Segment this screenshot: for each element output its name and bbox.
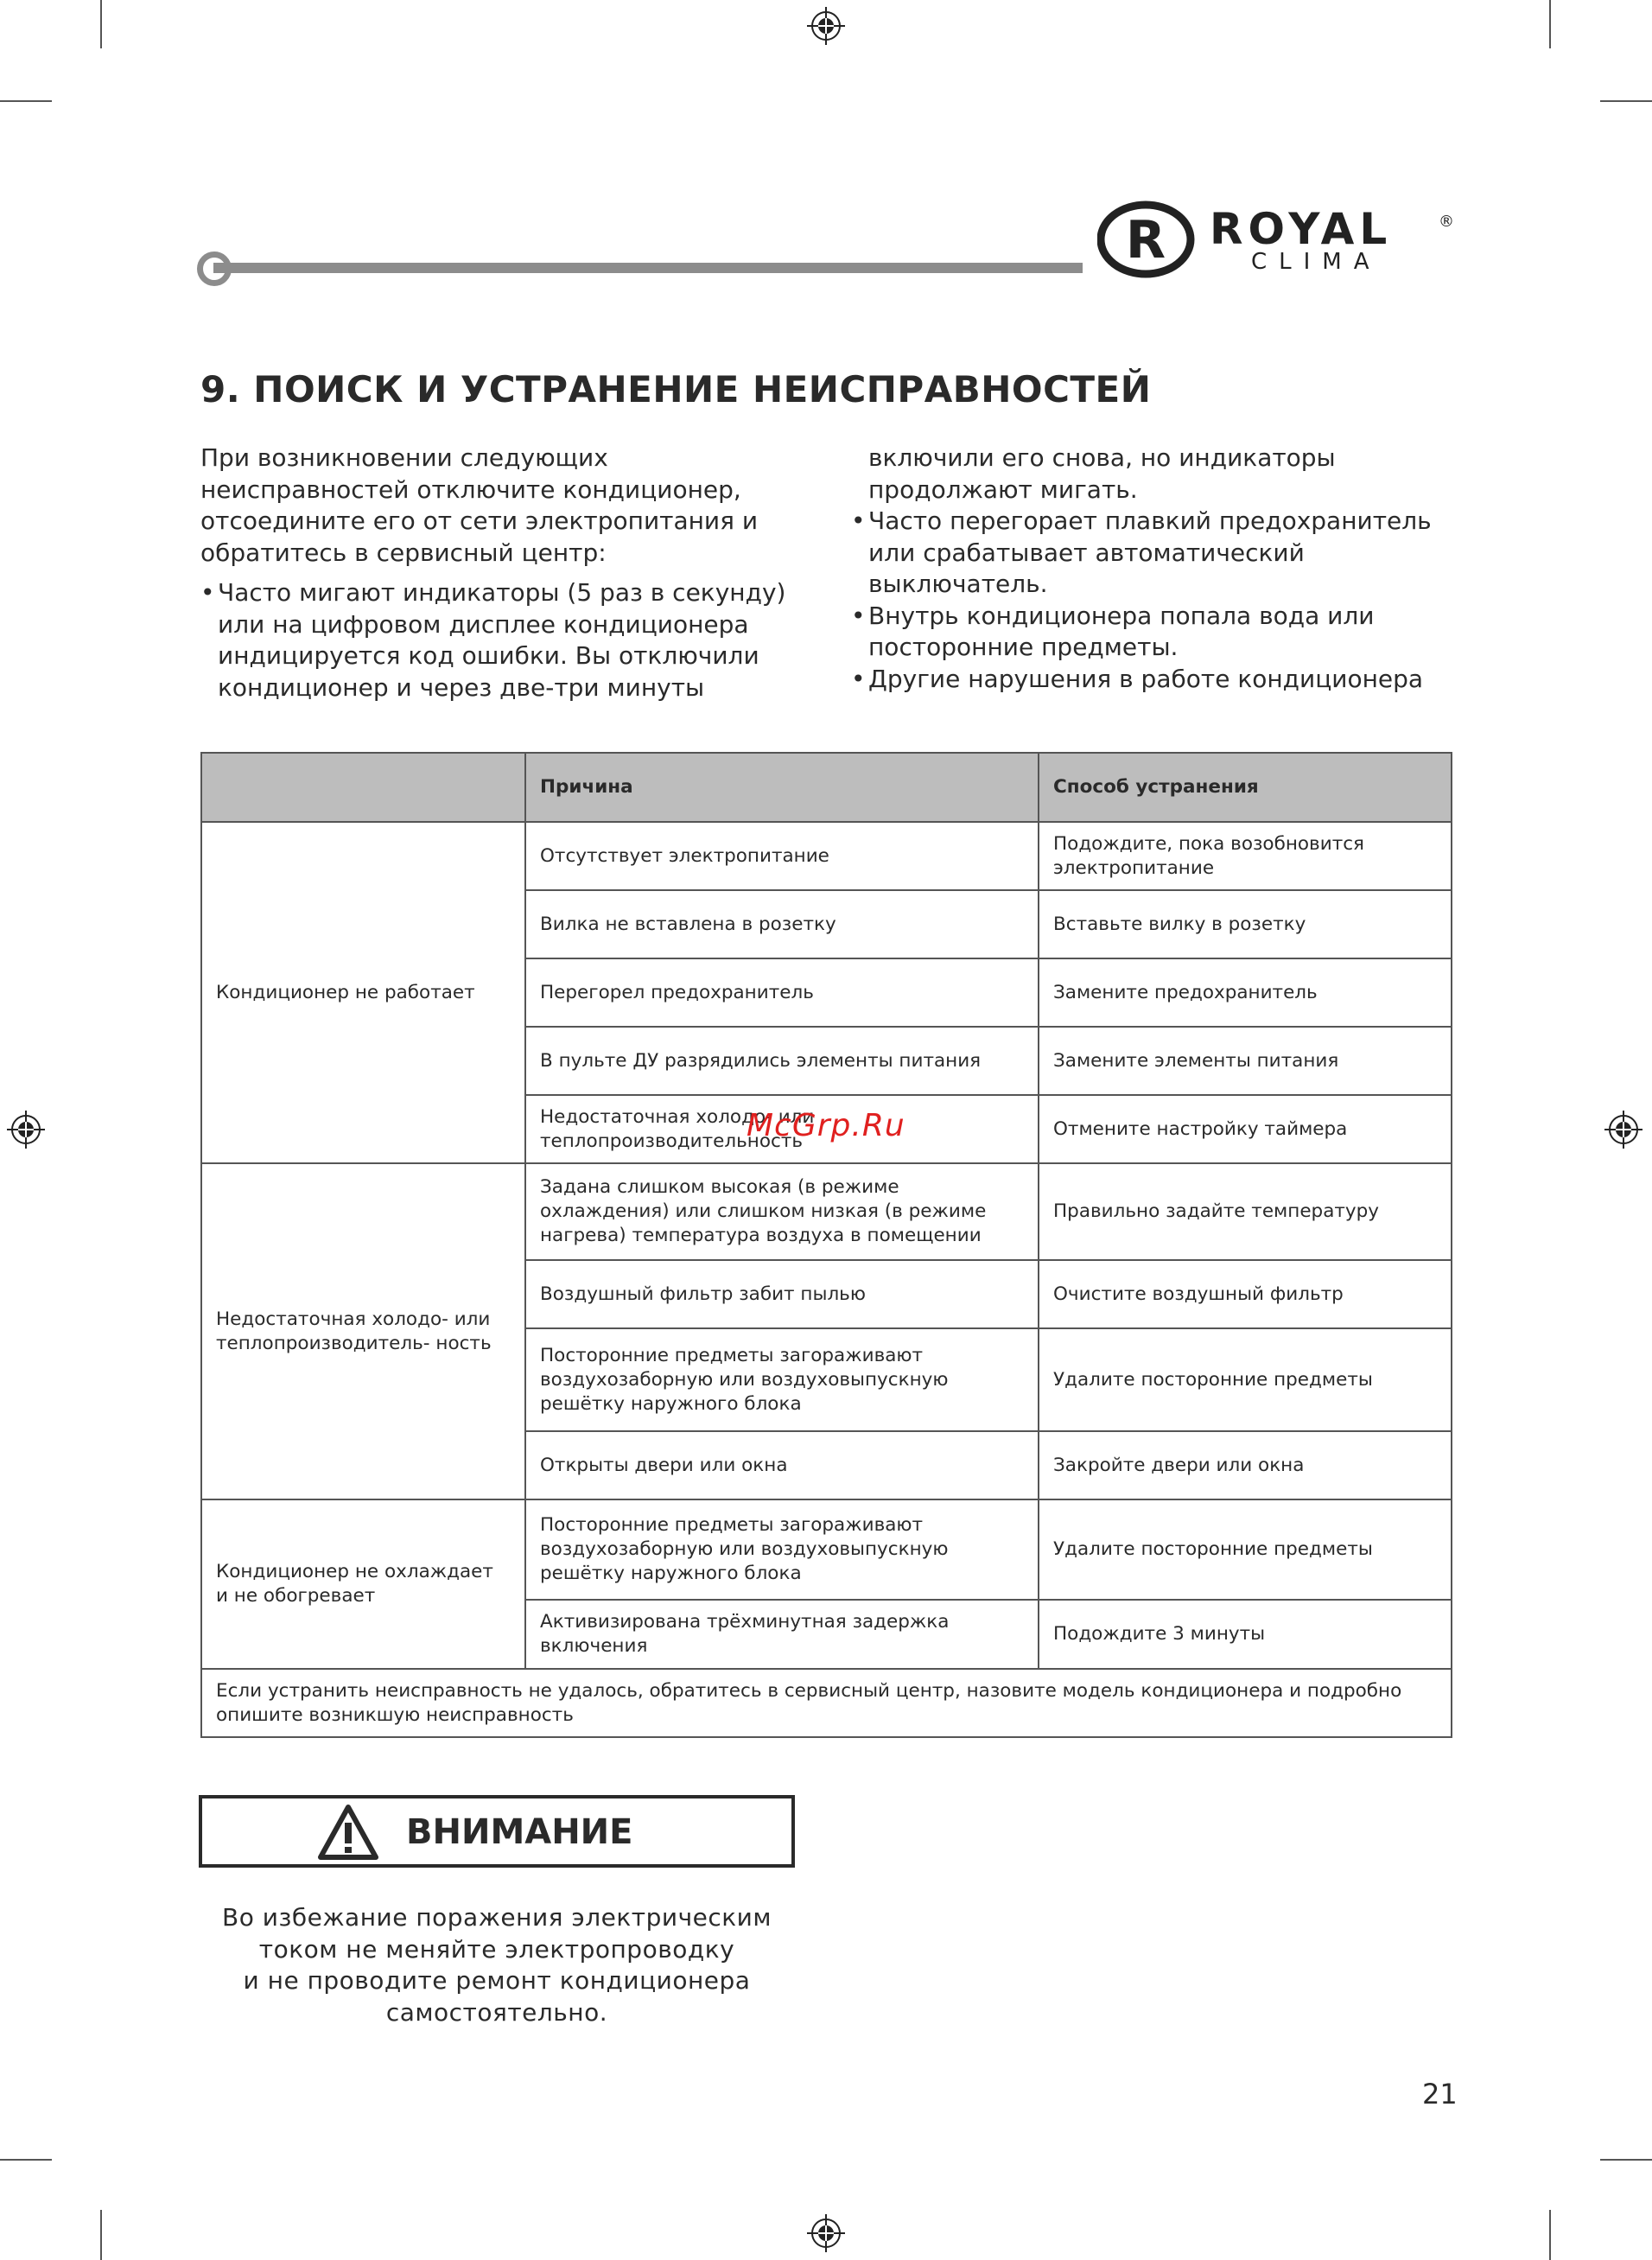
text-line: обратитесь в сервисный центр: bbox=[200, 538, 607, 567]
header-problem bbox=[201, 753, 525, 822]
problem-cell: Кондиционер не работает bbox=[201, 822, 525, 1163]
text-line: выключатель. bbox=[868, 570, 1048, 598]
bullet-icon: • bbox=[851, 506, 866, 535]
brand-registered-mark: ® bbox=[1439, 213, 1454, 231]
crop-mark bbox=[1549, 2210, 1551, 2260]
text-line: Другие нарушения в работе кондиционера bbox=[868, 664, 1424, 693]
cause-cell: Открыты двери или окна bbox=[525, 1431, 1039, 1499]
intro-left-column bbox=[200, 442, 805, 703]
table-row bbox=[201, 1163, 1452, 1260]
header-fix: Способ устранения bbox=[1039, 753, 1452, 822]
cause-cell: Недостаточная холодо- или теплопроизводительность bbox=[525, 1095, 1039, 1163]
text-line: Во избежание поражения электрическим bbox=[222, 1903, 772, 1932]
crop-mark bbox=[100, 2210, 102, 2260]
text-line: Внутрь кондиционера попала вода или bbox=[868, 601, 1375, 630]
fix-cell: Отмените настройку таймера bbox=[1039, 1095, 1452, 1163]
table-footer-note: Если устранить неисправность не удалось, обратитесь в сервисный центр, назовите модель кондиционера и подробно опишите возникшую неисправность bbox=[201, 1669, 1452, 1737]
text-line: Часто перегорает плавкий предохранитель bbox=[868, 506, 1432, 535]
cause-cell: Активизирована трёхминутная задержка включения bbox=[525, 1600, 1039, 1669]
text-line: посторонние предметы. bbox=[868, 633, 1179, 661]
intro-bullet bbox=[851, 601, 1456, 664]
cause-cell: Воздушный фильтр забит пылью bbox=[525, 1260, 1039, 1328]
table-row bbox=[201, 822, 1452, 890]
attention-box bbox=[199, 1795, 795, 1868]
fix-cell: Подождите 3 минуты bbox=[1039, 1600, 1452, 1669]
crop-mark bbox=[100, 0, 102, 48]
fix-cell: Правильно задайте температуру bbox=[1039, 1163, 1452, 1260]
registration-mark-icon bbox=[807, 2214, 845, 2252]
fix-cell: Замените предохранитель bbox=[1039, 958, 1452, 1027]
fix-cell: Закройте двери или окна bbox=[1039, 1431, 1452, 1499]
brand-name: ROYAL bbox=[1210, 204, 1393, 254]
crop-mark bbox=[1600, 100, 1652, 102]
intro-right-column bbox=[851, 442, 1456, 695]
troubleshooting-table bbox=[200, 752, 1452, 1738]
text-line: индицируется код ошибки. Вы отключили bbox=[218, 641, 759, 670]
text-line: неисправностей отключите кондиционер, bbox=[200, 474, 741, 504]
text-line: кондиционер и через две-три минуты bbox=[218, 672, 705, 702]
section-title: 9. ПОИСК И УСТРАНЕНИЕ НЕИСПРАВНОСТЕЙ bbox=[200, 368, 1152, 411]
fix-cell: Вставьте вилку в розетку bbox=[1039, 890, 1452, 958]
text-line: Часто мигают индикаторы (5 раз в секунду) bbox=[218, 578, 786, 607]
cause-cell: Задана слишком высокая (в режиме охлаждения) или слишком низкая (в режиме нагрева) температура воздуха в помещении bbox=[525, 1163, 1039, 1260]
text-line: самостоятельно. bbox=[385, 1997, 608, 2027]
cause-cell: Отсутствует электропитание bbox=[525, 822, 1039, 890]
brand-sub: CLIMA bbox=[1251, 249, 1382, 275]
text-line: отсоедините его от сети электропитания и bbox=[200, 506, 759, 535]
intro-bullet-continued bbox=[851, 442, 1456, 506]
bullet-icon: • bbox=[851, 664, 866, 693]
text-line: и не проводите ремонт кондиционера bbox=[243, 1966, 751, 1995]
text-line: током не меняйте электропроводку bbox=[258, 1934, 735, 1964]
table-footer-row bbox=[201, 1669, 1452, 1737]
cause-cell: В пульте ДУ разрядились элементы питания bbox=[525, 1027, 1039, 1095]
crop-mark bbox=[0, 2159, 52, 2161]
text-line: включили его снова, но индикаторы bbox=[868, 443, 1336, 472]
text-line: или на цифровом дисплее кондиционера bbox=[218, 609, 749, 639]
bullet-icon: • bbox=[851, 601, 866, 630]
intro-lead bbox=[200, 442, 805, 569]
text-line: продолжают мигать. bbox=[868, 474, 1138, 504]
text-line: или срабатывает автоматический bbox=[868, 538, 1305, 567]
fix-cell: Удалите посторонние предметы bbox=[1039, 1328, 1452, 1431]
registration-mark-icon bbox=[807, 7, 845, 45]
crop-mark bbox=[1549, 0, 1551, 48]
intro-bullet bbox=[851, 664, 1456, 696]
header-decor-bar bbox=[213, 263, 1083, 273]
problem-cell: Недостаточная холодо- или теплопроизводитель- ность bbox=[201, 1163, 525, 1499]
fix-cell: Очистите воздушный фильтр bbox=[1039, 1260, 1452, 1328]
cause-cell: Посторонние предметы загораживают воздухозаборную или воздуховыпускную решётку наружного блока bbox=[525, 1328, 1039, 1431]
cause-cell: Вилка не вставлена в розетку bbox=[525, 890, 1039, 958]
svg-text:R: R bbox=[1125, 210, 1166, 271]
header-cause: Причина bbox=[525, 753, 1039, 822]
intro-bullet bbox=[200, 577, 805, 703]
fix-cell: Замените элементы питания bbox=[1039, 1027, 1452, 1095]
registration-mark-icon bbox=[7, 1111, 45, 1149]
bullet-icon: • bbox=[200, 578, 215, 607]
registration-mark-icon bbox=[1604, 1111, 1642, 1149]
text-line: При возникновении следующих bbox=[200, 443, 608, 472]
table-header-row bbox=[201, 753, 1452, 822]
crop-mark bbox=[1600, 2159, 1652, 2161]
cause-cell: Перегорел предохранитель bbox=[525, 958, 1039, 1027]
cause-cell: Посторонние предметы загораживают воздухозаборную или воздуховыпускную решётку наружного блока bbox=[525, 1499, 1039, 1600]
table-row bbox=[201, 1499, 1452, 1600]
fix-cell: Подождите, пока возобновится электропитание bbox=[1039, 822, 1452, 890]
page-number: 21 bbox=[1422, 2078, 1458, 2110]
attention-text bbox=[199, 1902, 795, 2028]
intro-bullet bbox=[851, 506, 1456, 601]
attention-label: ВНИМАНИЕ bbox=[406, 1812, 633, 1852]
fix-cell: Удалите посторонние предметы bbox=[1039, 1499, 1452, 1600]
problem-cell: Кондиционер не охлаждает и не обогревает bbox=[201, 1499, 525, 1669]
crop-mark bbox=[0, 100, 52, 102]
warning-triangle-icon bbox=[317, 1804, 379, 1861]
watermark: McGrp.Ru bbox=[747, 1108, 905, 1143]
